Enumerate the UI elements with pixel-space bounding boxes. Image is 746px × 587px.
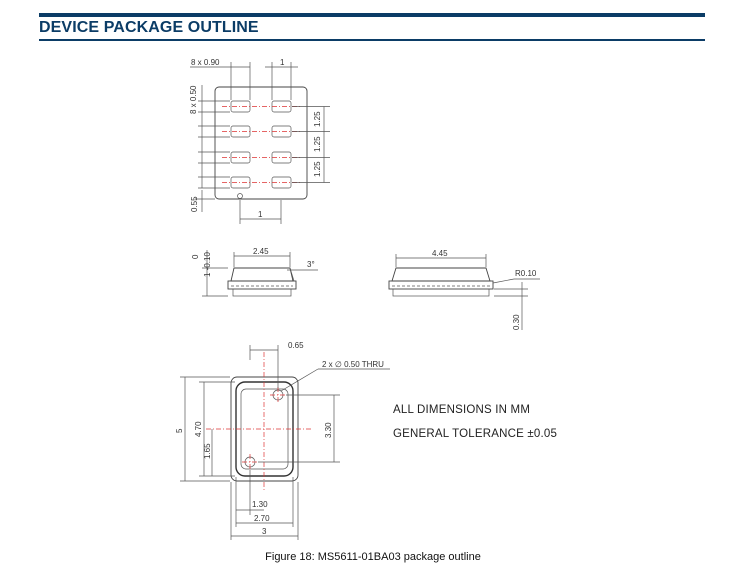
dim-height: 1 -0.10: [203, 252, 212, 277]
dim-radius: R0.10: [515, 269, 537, 278]
dim-height-top: 0: [191, 254, 200, 259]
dim-inner-length: 4.70: [194, 421, 203, 437]
dim-angle: 3°: [307, 260, 315, 269]
section-title: DEVICE PACKAGE OUTLINE: [39, 19, 259, 36]
dim-side-width: 2.45: [253, 247, 269, 256]
dim-offset: 0.65: [288, 341, 304, 350]
top-view: [190, 62, 330, 224]
bottom-view: [180, 345, 390, 540]
note-dimensions: ALL DIMENSIONS IN MM: [393, 404, 531, 416]
dim-pitch-2: 1.25: [313, 136, 322, 152]
dim-half-length: 1.65: [203, 443, 212, 459]
dim-side-width-right: 4.45: [432, 249, 448, 258]
side-view-left: [202, 250, 318, 296]
dim-hole-spacing: 3.30: [324, 422, 333, 438]
dim-x3: 3: [262, 527, 267, 536]
dim-x2: 2.70: [254, 514, 270, 523]
dim-pad-width: 8 x 0.90: [191, 58, 220, 67]
dim-edge: 0.55: [190, 196, 199, 212]
dim-pitch-bottom: 1: [258, 210, 263, 219]
dim-x1: 1.30: [252, 500, 268, 509]
dim-pitch-top: 1: [280, 58, 285, 67]
figure-caption: Figure 18: MS5611-01BA03 package outline: [265, 551, 481, 563]
dim-holes: 2 x ∅ 0.50 THRU: [322, 360, 384, 369]
dim-thickness: 0.30: [512, 314, 521, 330]
dim-pitch-3: 1.25: [313, 161, 322, 177]
dim-length: 5: [175, 428, 184, 433]
dim-pitch-1: 1.25: [313, 111, 322, 127]
dim-pad-height: 8 x 0.50: [189, 85, 198, 114]
note-tolerance: GENERAL TOLERANCE ±0.05: [393, 428, 558, 440]
